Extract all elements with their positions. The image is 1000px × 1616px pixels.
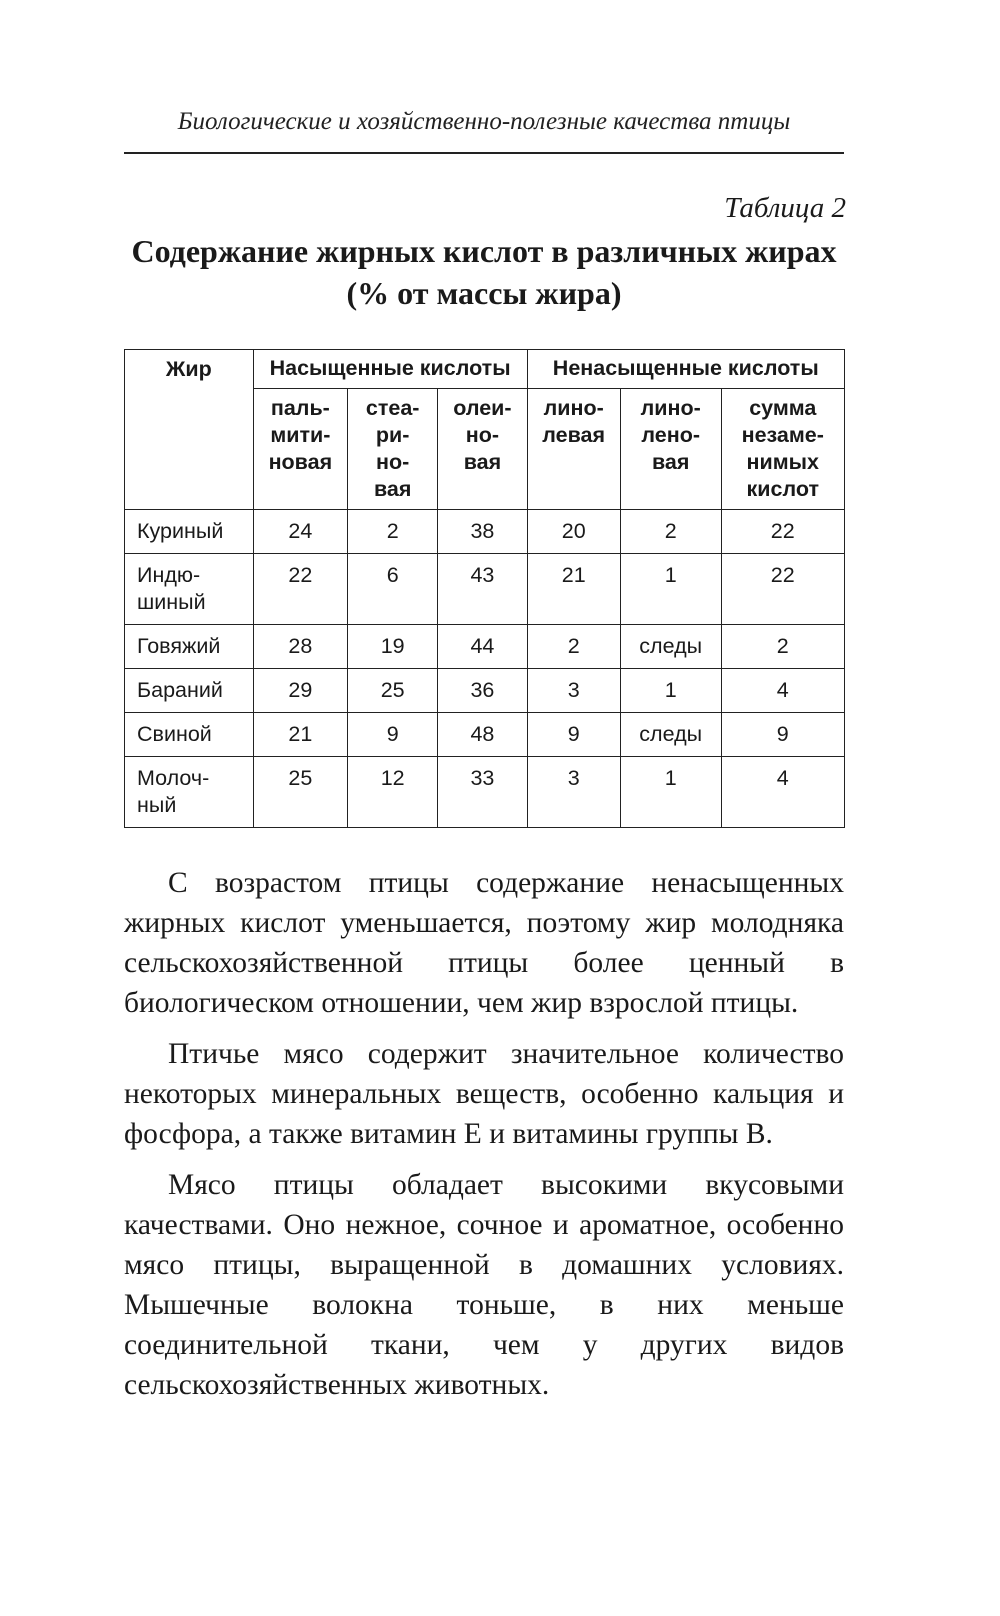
paragraph: Мясо птицы обладает высокими вкусовыми качествами. Оно нежное, сочное и ароматное, особенно мясо птицы, выращенной в домашних условиях. Мышечные волокна тоньше, в них меньше соединительной ткани, чем у других видов сельскохозяйственных животных. (124, 1169, 844, 1401)
table-row (125, 625, 845, 669)
subheader-essential-sum: сумма незаме- нимых кислот (721, 389, 845, 510)
header-rule (124, 152, 844, 154)
table-title: Содержание жирных кислот в различных жирах (% от массы жира) (131, 233, 837, 311)
row-fat-name: Куриный (125, 510, 254, 554)
row-fat-name: Свиной (125, 713, 254, 757)
table-cell: 3 (527, 669, 620, 713)
table-row (125, 713, 845, 757)
table-cell: 1 (620, 669, 721, 713)
table-cell: 2 (721, 625, 845, 669)
table-cell: 3 (527, 757, 620, 828)
subheader-linolenic: лино- лено- вая (620, 389, 721, 510)
table-cell: 22 (721, 510, 845, 554)
header-saturated: Насыщенные кислоты (253, 350, 527, 389)
subheader-oleic: олеи- но- вая (438, 389, 527, 510)
table-cell: 24 (253, 510, 347, 554)
table-cell: 1 (620, 757, 721, 828)
table-cell: 6 (348, 554, 438, 625)
table-cell: 48 (438, 713, 527, 757)
paragraph: С возрастом птицы содержание ненасыщенных жирных кислот уменьшается, поэтому жир молодняка сельскохозяйственной птицы более ценный в биологическом отношении, чем жир взрослой птицы. (124, 867, 844, 1019)
table-cell: 20 (527, 510, 620, 554)
table-cell: 28 (253, 625, 347, 669)
body-text (124, 863, 844, 1416)
table-row (125, 669, 845, 713)
fatty-acid-table (124, 349, 845, 828)
subheader-linoleic: лино- левая (527, 389, 620, 510)
table-cell: 9 (348, 713, 438, 757)
table-cell: 4 (721, 757, 845, 828)
table-cell: 36 (438, 669, 527, 713)
table-cell: 22 (253, 554, 347, 625)
table-cell: следы (620, 713, 721, 757)
row-fat-name: Молоч- ный (125, 757, 254, 828)
table-cell: 12 (348, 757, 438, 828)
row-fat-name: Бараний (125, 669, 254, 713)
table-cell: 44 (438, 625, 527, 669)
table-cell: 29 (253, 669, 347, 713)
running-head: Биологические и хозяйственно-полезные качества птицы (177, 108, 791, 135)
table-cell: 9 (527, 713, 620, 757)
table-cell: 25 (253, 757, 347, 828)
header-unsaturated: Ненасыщенные кислоты (527, 350, 844, 389)
table-cell: 9 (721, 713, 845, 757)
table-cell: 4 (721, 669, 845, 713)
subheader-palmitic: паль- мити- новая (253, 389, 347, 510)
subheader-stearic: стеа- ри- но- вая (348, 389, 438, 510)
row-fat-name: Говяжий (125, 625, 254, 669)
table-cell: 43 (438, 554, 527, 625)
table-cell: 2 (620, 510, 721, 554)
table-row (125, 510, 845, 554)
table-body (125, 510, 845, 828)
table-cell: следы (620, 625, 721, 669)
table-cell: 19 (348, 625, 438, 669)
paragraph: Птичье мясо содержит значительное количество некоторых минеральных веществ, особенно кальция и фосфора, а также витамин Е и витамины группы В. (124, 1038, 844, 1150)
table-cell: 25 (348, 669, 438, 713)
table-label: Таблица 2 (724, 192, 846, 224)
table-cell: 21 (527, 554, 620, 625)
row-fat-name: Индю- шиный (125, 554, 254, 625)
table-cell: 33 (438, 757, 527, 828)
table-cell: 1 (620, 554, 721, 625)
table-row (125, 757, 845, 828)
table-row (125, 554, 845, 625)
table-cell: 2 (527, 625, 620, 669)
table-cell: 22 (721, 554, 845, 625)
table-cell: 21 (253, 713, 347, 757)
header-fat: Жир (125, 350, 254, 510)
table-cell: 2 (348, 510, 438, 554)
table-cell: 38 (438, 510, 527, 554)
